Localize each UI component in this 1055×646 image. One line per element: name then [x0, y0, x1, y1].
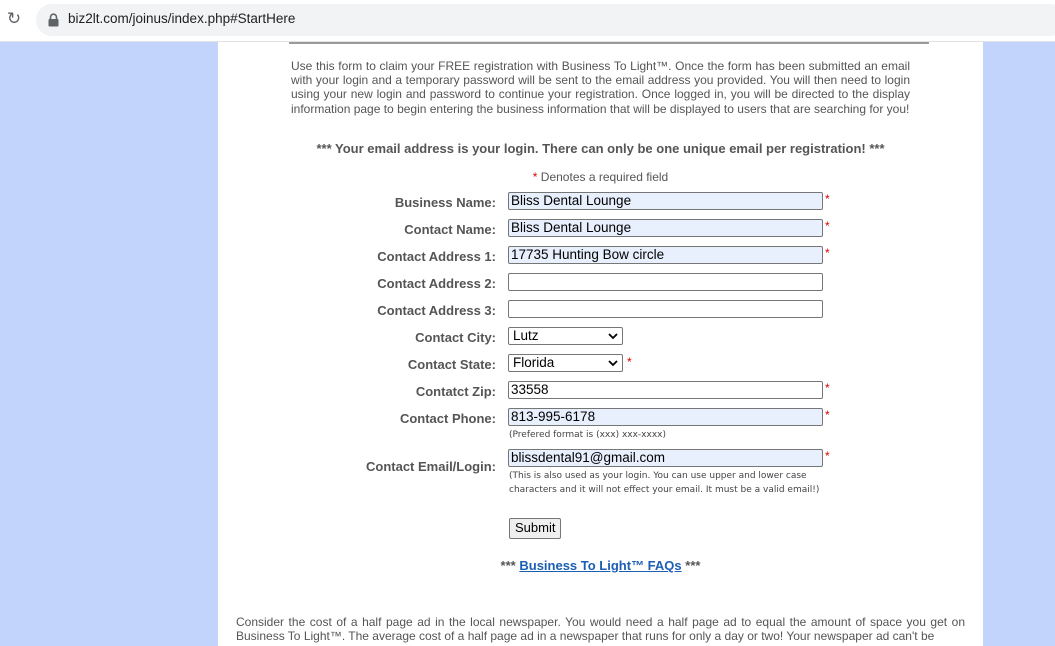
phone-input[interactable]: 813-995-6178 [508, 408, 823, 426]
email-hint-line2: characters and it will not effect your email. It must be a valid email!) [509, 485, 820, 495]
address3-input[interactable] [508, 300, 823, 318]
business-name-label: Business Name: [394, 195, 496, 210]
login-notice: *** Your email address is your login. There can only be one unique email per registration! *** [316, 141, 885, 156]
required-star: * [825, 246, 830, 260]
required-star: * [627, 355, 632, 369]
browser-toolbar [0, 0, 1055, 42]
state-select[interactable] [508, 354, 623, 372]
required-star: * [825, 449, 830, 463]
business-name-input[interactable]: Bliss Dental Lounge [508, 192, 823, 210]
chevron-down-icon [608, 359, 618, 367]
required-marker: * [532, 170, 538, 184]
email-hint-line1: (This is also used as your login. You can use upper and lower case [509, 471, 807, 481]
faq-link[interactable]: Business To Light™ FAQs [519, 558, 682, 573]
reload-icon[interactable]: ↻ [6, 9, 22, 29]
divider [289, 42, 929, 44]
url-text: biz2lt.com/joinus/index.php#StartHere [68, 11, 296, 26]
required-star: * [825, 408, 830, 422]
required-legend [218, 170, 983, 184]
zip-input[interactable]: 33558 [508, 381, 823, 399]
email-label: Contact Email/Login: [366, 459, 496, 474]
phone-label: Contact Phone: [399, 411, 496, 426]
phone-hint: (Prefered format is (xxx) xxx-xxxx) [509, 430, 666, 440]
required-star: * [825, 219, 830, 233]
state-value: Florida [513, 355, 555, 370]
footer-text: Consider the cost of a half page ad in the local newspaper. You would need a half page ad to equal the amount of space you get on Business To Light™. The average cost of a half page ad in a newspaper that runs for only a day or two! Your newspaper ad can't be [236, 615, 965, 644]
chevron-down-icon [608, 332, 618, 340]
faq-suffix: *** [685, 558, 701, 573]
faq-line [218, 558, 983, 573]
required-note: Denotes a required field [540, 170, 669, 184]
submit-button[interactable]: Submit [509, 518, 561, 539]
lock-icon [48, 13, 59, 27]
address1-input[interactable]: 17735 Hunting Bow circle [508, 246, 823, 264]
city-label: Contact City: [415, 330, 496, 345]
contact-name-input[interactable]: Bliss Dental Lounge [508, 219, 823, 237]
city-select[interactable] [508, 327, 623, 345]
address1-label: Contact Address 1: [377, 249, 496, 264]
required-star: * [825, 192, 830, 206]
state-label: Contact State: [407, 357, 496, 372]
email-input[interactable]: blissdental91@gmail.com [508, 449, 823, 467]
registration-panel [218, 42, 983, 646]
intro-text: Use this form to claim your FREE registration with Business To Light™. Once the form has been submitted an email with your login and a temporary password will be sent to the email address you provided. You will then need to login using your new login and password to continue your registration. Once logged in, you will be directed to the display information page to begin entering the business information that will be displayed to users that are searching for you! [291, 59, 910, 116]
required-star: * [825, 381, 830, 395]
city-value: Lutz [513, 328, 539, 343]
contact-name-label: Contact Name: [404, 222, 496, 237]
zip-label: Contatct Zip: [415, 384, 496, 399]
address2-input[interactable] [508, 273, 823, 291]
faq-prefix: *** [500, 558, 516, 573]
address-bar[interactable] [36, 4, 1055, 36]
address2-label: Contact Address 2: [377, 276, 496, 291]
address3-label: Contact Address 3: [377, 303, 496, 318]
